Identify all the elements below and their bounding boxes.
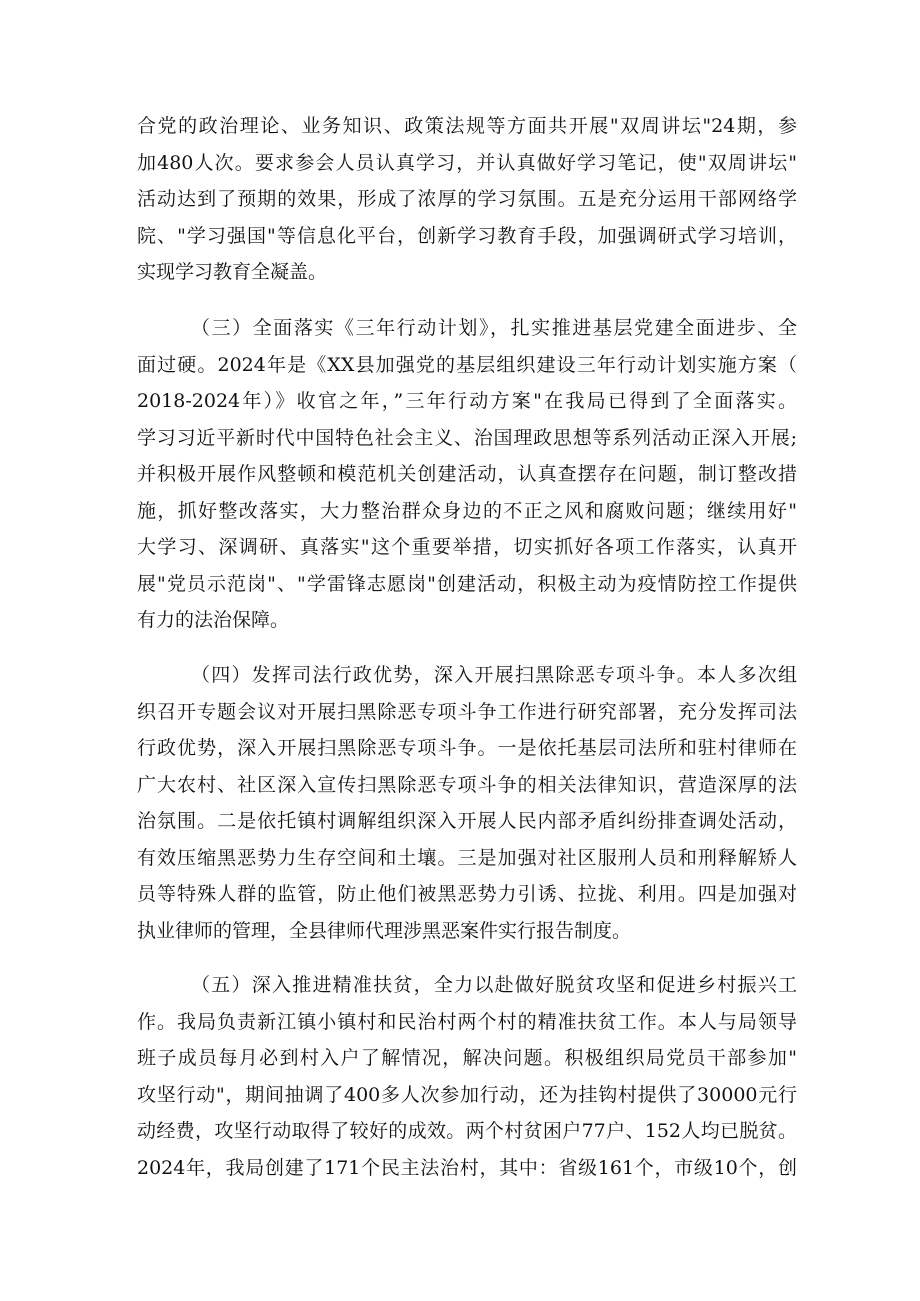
text-line: 学习习近平新时代中国特色社会主义、治国理政思想等系列活动正深入开展;	[137, 426, 797, 449]
text-line: 织召开专题会议对开展扫黑除恶专项斗争工作进行研究部署，充分发挥司法	[137, 700, 797, 723]
text-line: 2018-2024年）》收官之年，”三年行动方案"在我局已得到了全面落实。	[137, 390, 797, 412]
text-line: 活动达到了预期的效果，形成了浓厚的学习氛围。五是充分运用干部网络学	[137, 188, 797, 210]
text-line: 班子成员每月必到村入户了解情况，解决问题。积极组织局党员干部参加"	[137, 1047, 797, 1069]
text-line: 展"党员示范岗"、"学雷锋志愿岗"创建活动，积极主动为疫情防控工作提供	[137, 572, 797, 595]
text-line: 作。我局负责新江镇小镇村和民治村两个村的精准扶贫工作。本人与局领导	[137, 1010, 797, 1033]
text-line: 面过硬。2024年是《XX县加强党的基层组织建设三年行动计划实施方案（	[137, 353, 797, 376]
paragraph-poverty-alleviation	[137, 967, 797, 1186]
text-line: 治氛围。二是依托镇村调解组织深入开展人民内部矛盾纠纷排查调处活动，	[137, 810, 797, 832]
paragraph-anti-crime-campaign	[137, 657, 797, 949]
paragraph-study-activities	[137, 108, 797, 291]
text-line: 大学习、深调研、真落实"这个重要举措，切实抓好各项工作落实，认真开	[137, 536, 797, 558]
paragraph-heading-line: （三）全面落实《三年行动计划》，扎实推进基层党建全面进步、全	[191, 317, 797, 339]
text-line: 动经费，攻坚行动取得了较好的成效。两个村贫困户77户、152人均已脱贫。	[137, 1120, 797, 1142]
paragraph-heading-line: （四）发挥司法行政优势，深入开展扫黑除恶专项斗争。本人多次组	[191, 664, 797, 686]
text-line: 加480人次。要求参会人员认真学习，并认真做好学习笔记，使"双周讲坛"	[137, 151, 797, 174]
text-line: 有效压缩黑恶势力生存空间和土壤。三是加强对社区服刑人员和刑释解矫人	[137, 846, 797, 869]
text-line: 广大农村、社区深入宣传扫黑除恶专项斗争的相关法律知识，营造深厚的法	[137, 773, 797, 796]
text-line: 实现学习教育全凝盖。	[137, 261, 328, 283]
text-line: 2024年，我局创建了171个民主法治村，其中：省级161个，市级10个，创	[137, 1156, 797, 1179]
text-line: 攻坚行动"，期间抽调了400多人次参加行动，还为挂钩村提供了30000元行	[137, 1083, 797, 1106]
text-line: 执业律师的管理，全县律师代理涉黑恶案件实行报告制度。	[137, 919, 632, 942]
text-line: 院、"学习强国"等信息化平台，创新学习教育手段，加强调研式学习培训，	[137, 224, 797, 247]
text-line: 行政优势，深入开展扫黑除恶专项斗争。一是依托基层司法所和驻村律师在	[137, 737, 797, 759]
paragraph-heading-line: （五）深入推进精准扶贫，全力以赴做好脱贫攻坚和促进乡村振兴工	[191, 974, 797, 996]
text-line: 合党的政治理论、业务知识、政策法规等方面共开展"双周讲坛"24期，参	[137, 115, 797, 137]
paragraph-three-year-plan	[137, 310, 797, 639]
text-line: 有力的法治保障。	[137, 609, 290, 631]
text-line: 并积极开展作风整顿和模范机关创建活动，认真查摆存在问题，制订整改措	[137, 463, 797, 485]
text-line: 员等特殊人群的监管，防止他们被黑恶势力引诱、拉拢、利用。四是加强对	[137, 883, 797, 905]
text-line: 施，抓好整改落实，大力整治群众身边的不正之风和腐败问题；继续用好"	[137, 499, 797, 522]
